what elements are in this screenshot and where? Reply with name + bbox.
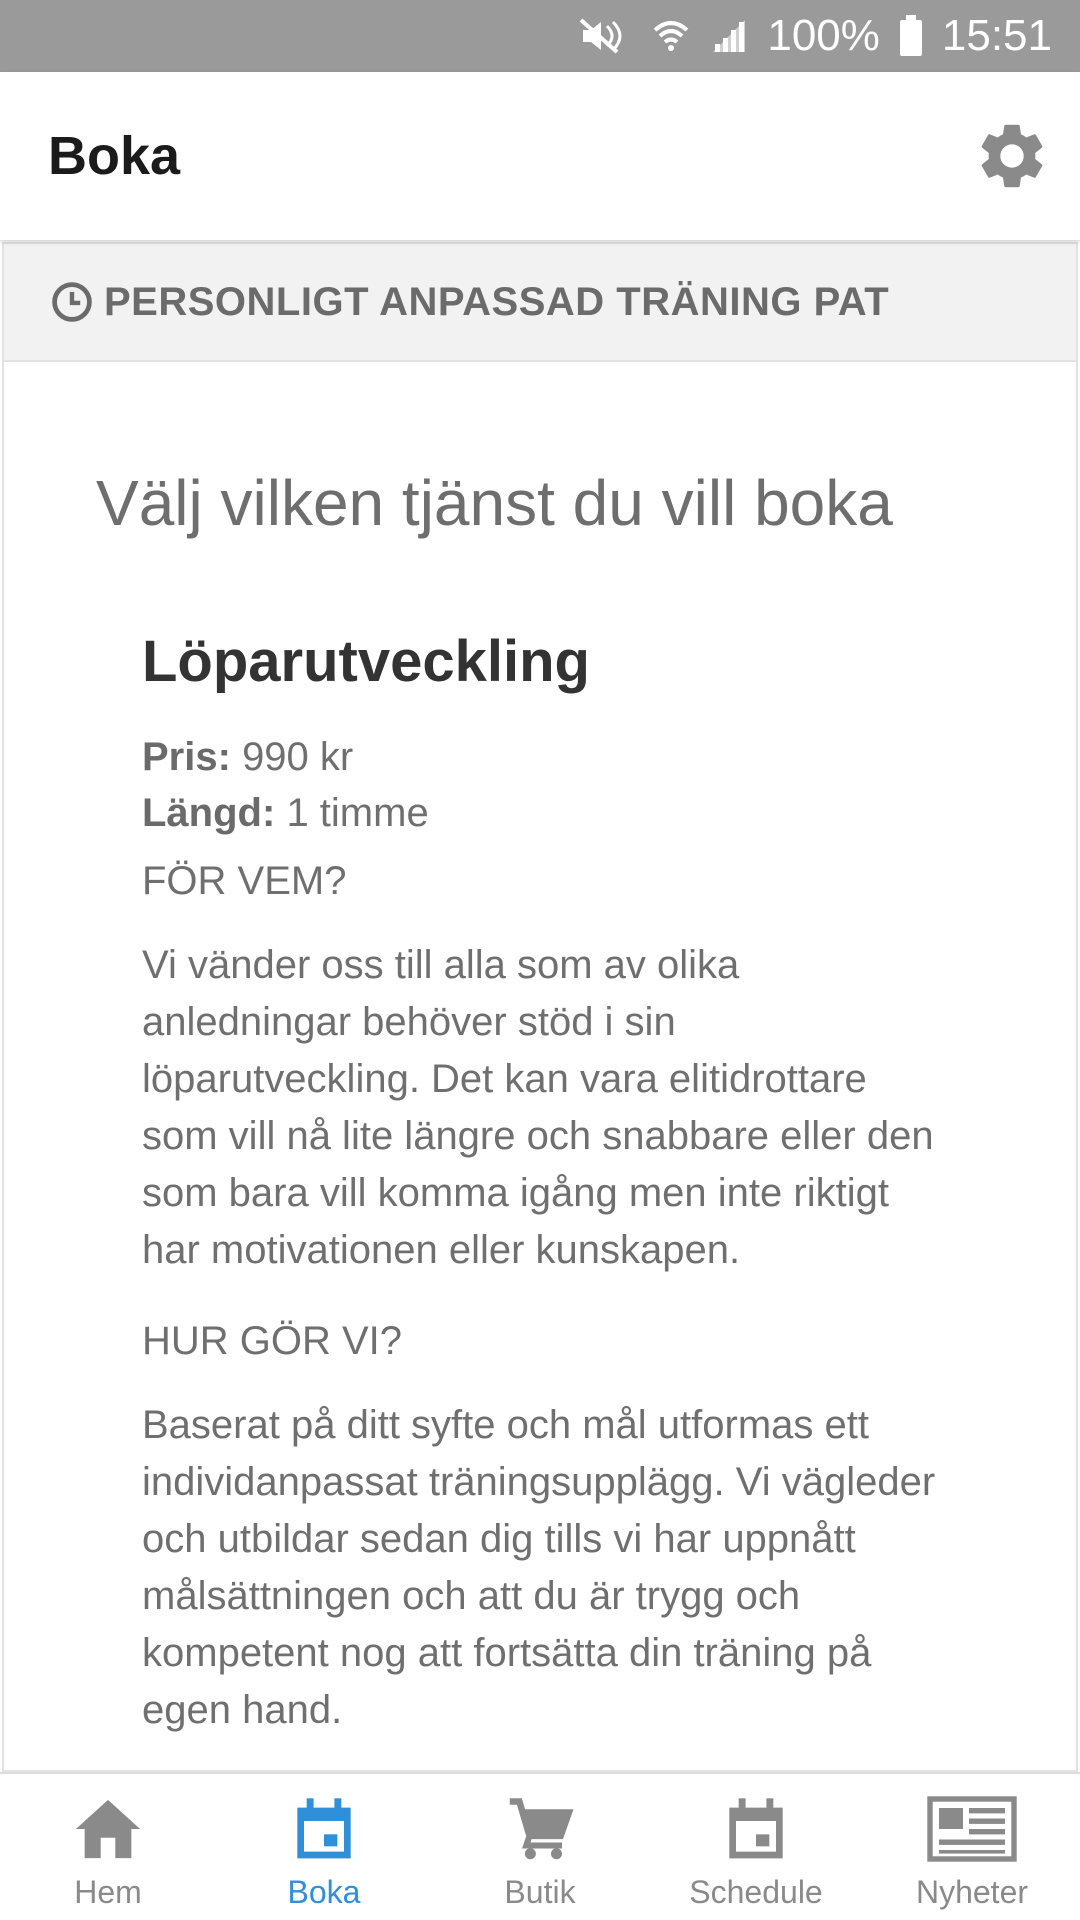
gear-icon (973, 117, 1051, 195)
battery-icon (898, 15, 924, 57)
bottom-nav (0, 1772, 1080, 1920)
nav-label-nyheter: Nyheter (915, 1874, 1029, 1910)
price-label: Pris: (142, 735, 231, 779)
service-item[interactable] (96, 628, 1076, 1739)
calendar-icon (724, 1796, 788, 1862)
length-value: 1 timme (286, 791, 429, 835)
nav-label-boka: Boka (287, 1874, 361, 1910)
signal-icon (709, 16, 749, 56)
price-row (142, 729, 936, 785)
battery-percent: 100% (767, 11, 880, 60)
card-header-title: PERSONLIGT ANPASSAD TRÄNING PAT (104, 279, 890, 324)
page-title: Boka (48, 126, 181, 186)
status-bar (0, 0, 1080, 72)
for-whom-text: Vi vänder oss till alla som av olika anledningar behöver stöd i sin löparutveckling. Det kan vara elitidrottare som vill nå lite längre och snabbare eller den som bara vill komma igång men inte riktigt har motivationen eller kunskapen. (142, 943, 934, 1272)
how-heading: HUR GÖR VI? (142, 1319, 403, 1363)
service-name: Löparutveckling (142, 629, 590, 694)
nav-item-boka[interactable] (216, 1774, 432, 1920)
length-label: Längd: (142, 791, 276, 835)
nav-item-nyheter[interactable] (864, 1774, 1080, 1920)
clock-icon (50, 280, 94, 324)
how-text: Baserat på ditt syfte och mål utformas ett individanpassat träningsupplägg. Vi vägleder och utbildar sedan dig tills vi har uppnått målsättningen och att du är trygg och kompetent nog att fortsätta din träning på egen hand. (142, 1403, 936, 1732)
mute-icon (577, 16, 633, 56)
calendar-icon (292, 1796, 356, 1862)
app-header (0, 72, 1080, 240)
nav-label-butik: Butik (504, 1874, 576, 1910)
nav-item-hem[interactable] (0, 1774, 216, 1920)
price-value: 990 kr (242, 735, 354, 779)
nav-label-hem: Hem (74, 1874, 142, 1910)
service-meta (142, 729, 936, 841)
clock-time: 15:51 (941, 11, 1052, 60)
newspaper-icon (927, 1796, 1017, 1862)
service-card (2, 242, 1078, 1772)
section-title: Välj vilken tjänst du vill boka (96, 467, 893, 539)
nav-label-schedule: Schedule (689, 1874, 823, 1910)
nav-item-butik[interactable] (432, 1774, 648, 1920)
card-body (4, 466, 1076, 1739)
wifi-icon (651, 16, 691, 56)
home-icon (73, 1796, 143, 1862)
nav-item-schedule[interactable] (648, 1774, 864, 1920)
for-whom-heading: FÖR VEM? (142, 859, 347, 903)
cart-icon (506, 1796, 574, 1862)
card-header (4, 244, 1076, 362)
settings-button[interactable] (972, 116, 1052, 196)
length-row (142, 785, 936, 841)
